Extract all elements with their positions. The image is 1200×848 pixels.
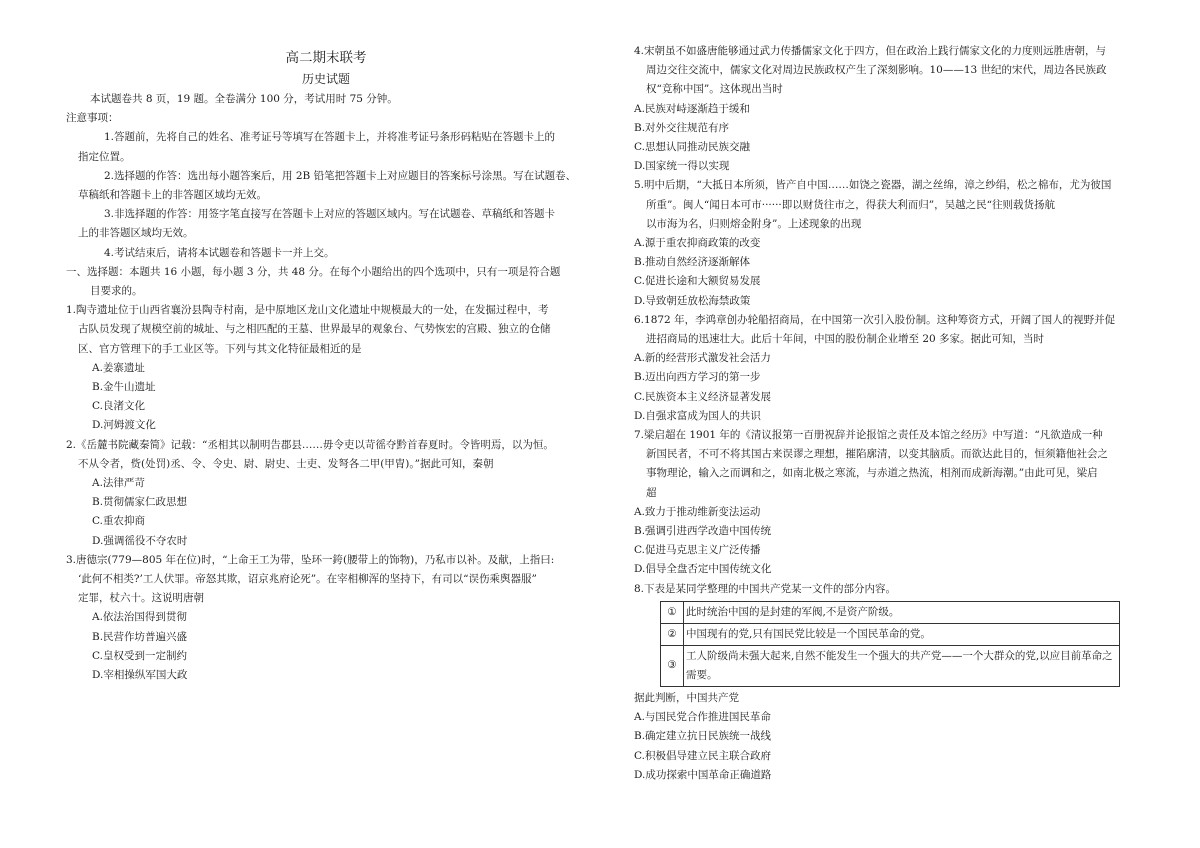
question-stem: 进招商局的迅速壮大。此后十年间，中国的股份制企业增至 20 多家。据此可知，当时 xyxy=(646,333,1045,346)
note-item xyxy=(66,128,586,166)
question-stem: 4.宋朝虽不如盛唐能够通过武力传播儒家文化于四方，但在政治上践行儒家文化的力度则远胜唐朝，与 xyxy=(634,45,1107,57)
question-stem: 以市海为名，归则熔金附身”。上述现象的出现 xyxy=(646,217,862,230)
note-item xyxy=(66,167,586,205)
question-stem: 5.明中后期，“大抵日本所须，皆产自中国……如饶之瓷器，湖之丝绵，漳之纱绢，松之棉布，尤为彼国 xyxy=(634,179,1112,192)
note-item xyxy=(66,244,586,263)
option-d: D.河姆渡文化 xyxy=(92,419,156,432)
table-cell-text: 此时统治中国的是封建的军阀,不是资产阶级。 xyxy=(684,601,1120,623)
question-stem: 1.陶寺遗址位于山西省襄汾县陶寺村南，是中原地区龙山文化遗址中规模最大的一处，在发掘过程中，考 xyxy=(66,304,549,317)
option-b: B.对外交往规范有序 xyxy=(634,121,730,134)
option-b: B.推动自然经济逐渐解体 xyxy=(634,256,751,269)
table-row xyxy=(661,645,1120,686)
note-line: 4.考试结束后，请将本试题卷和答题卡一并上交。 xyxy=(104,246,335,259)
option-d: D.倡导全盘否定中国传统文化 xyxy=(634,563,772,576)
option-c: C.促进长途和大额贸易发展 xyxy=(634,275,761,288)
option-c: C.重农抑商 xyxy=(92,515,145,528)
option-b: B.迈出向西方学习的第一步 xyxy=(634,371,761,384)
table-cell-num: ② xyxy=(661,623,684,645)
question-stem: 权“竞称中国”。这体现出当时 xyxy=(646,83,783,96)
note-line: 指定位置。 xyxy=(78,150,131,163)
note-item xyxy=(66,205,586,243)
question-6 xyxy=(634,311,1120,426)
question-4 xyxy=(634,42,1120,176)
table-cell-num: ③ xyxy=(661,645,684,686)
left-column xyxy=(66,42,586,685)
section-line: 目要求的。 xyxy=(90,285,143,298)
right-column xyxy=(634,42,1120,785)
section-heading xyxy=(66,263,586,301)
question-stem: 超 xyxy=(646,486,657,499)
option-d: D.强调徭役不夺农时 xyxy=(92,534,188,547)
table-cell-text: 中国现有的党,只有国民党比较是一个国民革命的党。 xyxy=(684,623,1120,645)
section-line: 一、选择题：本题共 16 小题，每小题 3 分，共 48 分。在每个小题给出的四个选项中，只有一项是符合题 xyxy=(66,265,561,278)
option-c: C.良渚文化 xyxy=(92,400,145,413)
exam-title: 高二期末联考 xyxy=(285,50,367,66)
option-d: D.宰相操纵军国大政 xyxy=(92,669,188,682)
question-stem: 新国民者，不可不将其国古来误谬之理想，摧陷廓清，以变其脑质。而欲达此目的，恒须籍他社会之 xyxy=(646,448,1108,461)
option-a: A.新的经营形式激发社会活力 xyxy=(634,352,771,365)
question-stem: 定罪，杖六十。这说明唐朝 xyxy=(78,592,204,605)
question-stem: 不从令者，赀(处罚)丞、令、令史、尉、尉史、士吏、发弩各二甲(甲胄)。”据此可知，秦朝 xyxy=(78,457,494,470)
option-c: C.思想认同推动民族交融 xyxy=(634,141,750,154)
option-b: B.金牛山遗址 xyxy=(92,381,156,394)
option-b: B.强调引进西学改造中国传统 xyxy=(634,525,772,538)
note-line: 草稿纸和答题卡上的非答题区域均无效。 xyxy=(78,189,267,202)
option-a: A.与国民党合作推进国民革命 xyxy=(634,711,771,724)
question-stem: 6.1872 年，李鸿章创办轮船招商局，在中国第一次引入股份制。这种筹资方式，开阔了国人的视野并促 xyxy=(634,313,1116,326)
question-stem: ‘此何不相类?’工人伏罪。帝怒其欺，诏京兆府论死”。在宰相柳浑的坚持下，有司以“误伤乘舆器服” xyxy=(78,573,537,586)
option-a: A.姜寨遗址 xyxy=(92,361,145,374)
question-1 xyxy=(66,301,586,435)
table-cell-text: 工人阶级尚未强大起来,自然不能发生一个强大的共产党——一个大群众的党,以应目前革命之需要。 xyxy=(684,645,1120,686)
option-c: C.民族资本主义经济显著发展 xyxy=(634,390,771,403)
question-stem: 8.下表是某同学整理的中国共产党某一文件的部分内容。 xyxy=(634,582,897,595)
option-b: B.民营作坊普遍兴盛 xyxy=(92,630,188,643)
question-stem: 据此判断，中国共产党 xyxy=(634,691,739,704)
question-stem: 所重”。闽人“闻日本可市······即以财货往市之，得获大利而归”，吴越之民“往则载货扬航 xyxy=(646,198,1055,211)
question-stem: 古队员发现了规模空前的城址、与之相匹配的王墓、世界最早的观象台、气势恢宏的宫殿、独立的仓储 xyxy=(78,323,551,336)
option-c: C.皇权受到一定制约 xyxy=(92,649,187,662)
option-a: A.法律严苛 xyxy=(92,477,145,490)
question-2 xyxy=(66,436,586,551)
exam-subtitle: 历史试题 xyxy=(301,72,350,86)
option-b: B.贯彻儒家仁政思想 xyxy=(92,496,188,509)
note-line: 上的非答题区域均无效。 xyxy=(78,227,194,240)
option-d: D.成功探索中国革命正确道路 xyxy=(634,768,772,781)
notes-heading: 注意事项： xyxy=(66,112,119,125)
question-stem: 周边交往交流中，儒家文化对周边民族政权产生了深刻影响。10——13 世纪的宋代，周边各民族政 xyxy=(646,64,1107,77)
question-7 xyxy=(634,426,1120,580)
note-line: 3.非选择题的作答：用签字笔直接写在答题卡上对应的答题区域内。写在试题卷、草稿纸和答题卡 xyxy=(104,208,556,221)
question-3 xyxy=(66,551,586,685)
option-c: C.促进马克思主义广泛传播 xyxy=(634,544,761,557)
note-line: 2.选择题的作答：选出每小题答案后，用 2B 铅笔把答题卡上对应题目的答案标号涂黑。写在试题卷、 xyxy=(104,169,577,182)
option-b: B.确定建立抗日民族统一战线 xyxy=(634,730,772,743)
question-stem: 2.《岳麓书院藏秦简》记载：“丞相其以制明告郡县……毋令吏以苛徭夺黔首春夏时。令皆明焉，以为恒。 xyxy=(66,438,554,451)
table-row xyxy=(661,601,1120,623)
option-d: D.国家统一得以实现 xyxy=(634,160,730,173)
option-d: D.自强求富成为国人的共识 xyxy=(634,409,761,422)
option-a: A.依法治国得到贯彻 xyxy=(92,611,187,624)
option-a: A.源于重农抑商政策的改变 xyxy=(634,237,761,250)
question-5 xyxy=(634,176,1120,310)
question-stem: 3.唐德宗(779—805 年在位)时，“上命王工为带，坠环一銙(腰带上的饰物)，乃私市以补。及献，上指曰: xyxy=(66,553,555,566)
question-stem: 事物理论，输入之而调和之，如南北极之寒流，与赤道之热流，相剂而成新海潮。”由此可见，梁启 xyxy=(646,467,1098,480)
table-row xyxy=(661,623,1120,645)
option-a: A.民族对峙逐渐趋于缓和 xyxy=(634,102,750,115)
option-d: D.导致朝廷放松海禁政策 xyxy=(634,294,751,307)
question-stem: 区、官方管理下的手工业区等。下列与其文化特征最相近的是 xyxy=(78,342,362,355)
document-table xyxy=(660,601,1120,687)
option-a: A.致力于推动维新变法运动 xyxy=(634,505,761,518)
table-cell-num: ① xyxy=(661,601,684,623)
note-line: 1.答题前，先将自己的姓名、准考证号等填写在答题卡上，并将准考证号条形码粘贴在答题卡上的 xyxy=(104,131,556,144)
option-c: C.积极倡导建立民主联合政府 xyxy=(634,749,771,762)
question-stem: 7.梁启超在 1901 年的《清议报第一百册祝辞并论报馆之责任及本馆之经历》中写道：“凡欲造成一种 xyxy=(634,429,1103,442)
question-8 xyxy=(634,580,1120,785)
exam-intro: 本试题卷共 8 页，19 题。全卷满分 100 分，考试用时 75 分钟。 xyxy=(90,93,398,105)
